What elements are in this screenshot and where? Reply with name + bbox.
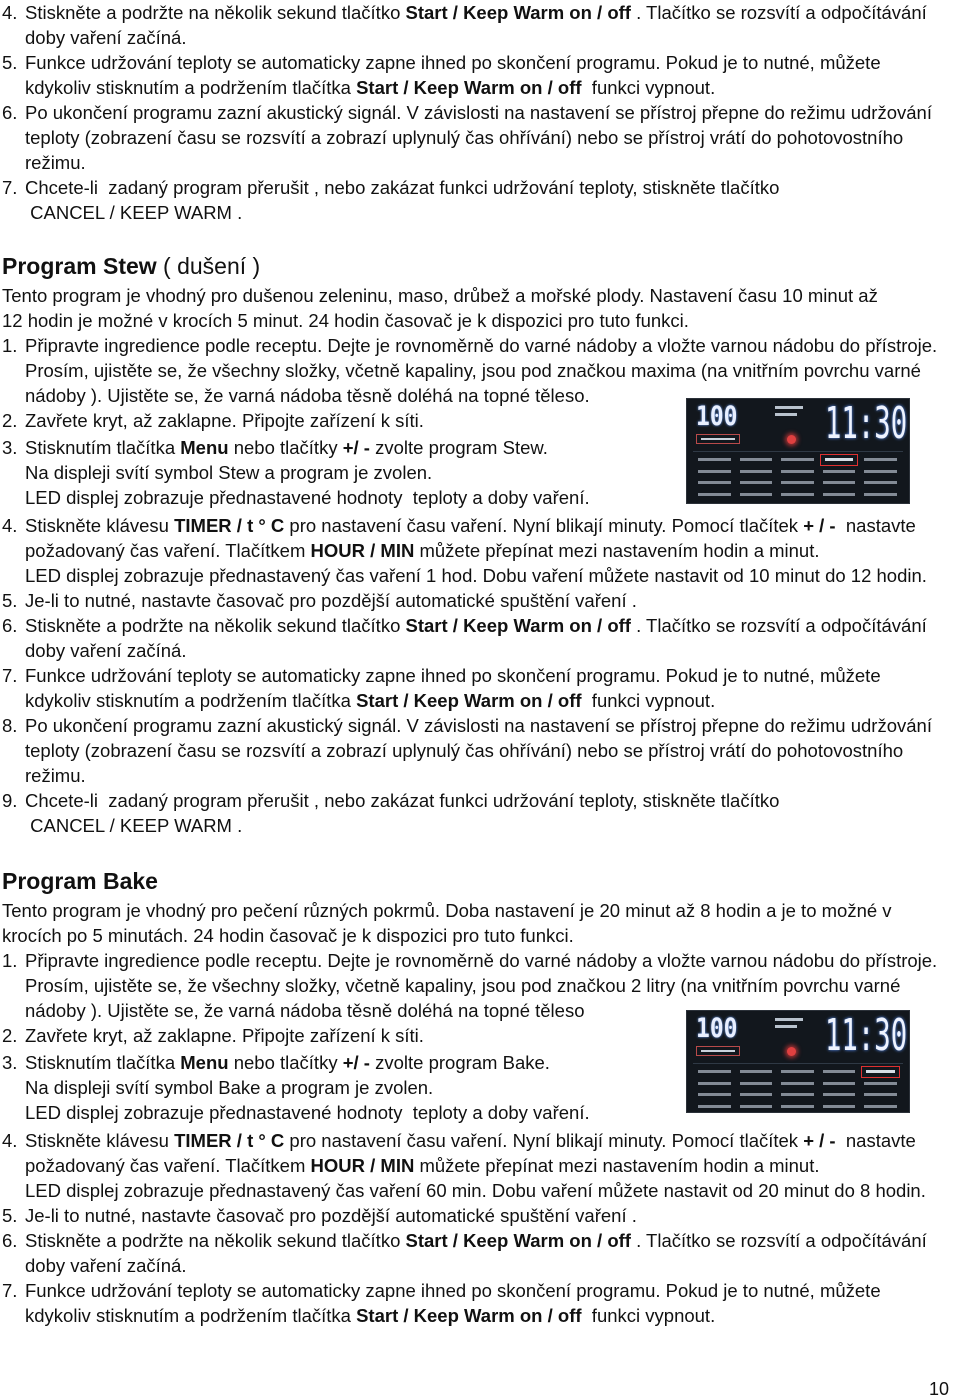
step-continuation-line xyxy=(0,638,958,663)
program-label-mark xyxy=(778,489,820,501)
program-label-mark xyxy=(695,1101,737,1113)
section-heading xyxy=(0,251,958,281)
bold-text: TIMER / t ° C xyxy=(174,1130,285,1151)
step-item xyxy=(0,663,958,713)
text-run: Stiskněte klávesu xyxy=(25,1130,175,1151)
continued-steps-list xyxy=(0,0,958,225)
heating-indicator-icon xyxy=(787,435,796,444)
program-menu-grid xyxy=(695,1066,903,1112)
text-run: Prosím, ujistěte se, že všechny složky, včetně kapaliny, jsou pod značkou maxima (na vnitřním povrchu varné xyxy=(25,360,921,381)
display-info-marks xyxy=(773,405,807,421)
program-label-mark xyxy=(861,489,903,501)
step-continuation-line xyxy=(0,25,958,50)
text-run: 12 hodin je možné v krocích 5 minut. 24 hodin časovač je k dispozici pro tuto funkci. xyxy=(2,310,689,331)
step-continuation-line xyxy=(0,150,958,175)
step-item xyxy=(0,333,958,408)
text-run: nastavte xyxy=(835,1130,916,1151)
step-continuation-line xyxy=(0,813,958,838)
bold-text: +/ - xyxy=(342,437,370,458)
step-item xyxy=(0,1128,958,1203)
step-first-line xyxy=(0,788,958,813)
bold-text: HOUR / MIN xyxy=(310,1155,415,1176)
text-run: LED displej zobrazuje přednastavené hodnoty teploty a doby vaření. xyxy=(25,1102,590,1123)
step-item xyxy=(0,50,958,100)
step-continuation-line xyxy=(0,1178,958,1203)
step-item xyxy=(0,100,958,175)
text-run: ( dušení ) xyxy=(156,253,261,279)
text-run: Je-li to nutné, nastavte časovač pro pozdější automatické spuštění vaření . xyxy=(25,1205,637,1226)
program-label-mark xyxy=(861,454,903,466)
text-run: LED displej zobrazuje přednastavený čas vaření 60 min. Dobu vaření můžete nastavit od 20 minut do 8 hodin. xyxy=(25,1180,926,1201)
program-label-mark xyxy=(737,1101,779,1113)
bold-text: Start / Keep Warm on / off xyxy=(405,1230,631,1251)
step-number: 7. xyxy=(2,177,18,198)
step-first-line xyxy=(0,713,958,738)
step-first-line xyxy=(0,1278,958,1303)
step-first-line xyxy=(0,100,958,125)
program-label-mark xyxy=(695,454,737,466)
keep-warm-indicator xyxy=(696,434,740,444)
text-run: Chcete-li zadaný program přerušit , nebo zakázat funkci udržování teploty, stiskněte tlačítko xyxy=(25,790,780,811)
program-label-mark xyxy=(695,1078,737,1090)
program-label-mark xyxy=(737,1089,779,1101)
step-item xyxy=(0,1228,958,1278)
text-run: režimu. xyxy=(25,152,86,173)
program-label-mark xyxy=(695,1066,737,1078)
program-menu-grid xyxy=(695,454,903,500)
text-run: Funkce udržování teploty se automaticky zapne ihned po skončení programu. Pokud je to nutné, můžete xyxy=(25,665,881,686)
bold-text: Start / Keep Warm on / off xyxy=(405,615,631,636)
bold-text: Program Stew xyxy=(2,253,157,279)
program-label-mark xyxy=(820,466,862,478)
display-temperature: 100 xyxy=(696,1013,738,1044)
selected-program-highlight xyxy=(820,454,859,466)
step-continuation-line xyxy=(0,563,958,588)
program-label-mark xyxy=(820,1066,862,1078)
text-run: doby vaření začíná. xyxy=(25,1255,187,1276)
bold-text: Start / Keep Warm on / off xyxy=(356,77,582,98)
program-label-mark xyxy=(820,489,862,501)
step-number: 6. xyxy=(2,615,18,636)
text-run: LED displej zobrazuje přednastavený čas vaření 1 hod. Dobu vaření můžete nastavit od 10 minut do 12 hodin. xyxy=(25,565,927,586)
program-label-mark xyxy=(861,466,903,478)
bold-text: +/ - xyxy=(342,1052,370,1073)
step-first-line xyxy=(0,1128,958,1153)
text-run: LED displej zobrazuje přednastavené hodnoty teploty a doby vaření. xyxy=(25,487,590,508)
step-first-line xyxy=(0,333,958,358)
program-label-mark xyxy=(695,466,737,478)
step-continuation-line xyxy=(0,125,958,150)
text-run: nádoby ). Ujistěte se, že varná nádoba těsně doléhá na topné těleso. xyxy=(25,385,590,406)
step-number: 3. xyxy=(2,1052,18,1073)
bold-text: HOUR / MIN xyxy=(310,540,415,561)
display-info-marks xyxy=(773,1017,807,1033)
program-label-mark xyxy=(861,1089,903,1101)
step-item xyxy=(0,788,958,838)
step-item xyxy=(0,175,958,225)
bold-text: Start / Keep Warm on / off xyxy=(356,1305,582,1326)
text-run: můžete přepínat mezi nastavením hodin a minut. xyxy=(414,540,820,561)
text-run: krocích po 5 minutách. 24 hodin časovač je k dispozici pro tuto funkci. xyxy=(2,925,574,946)
step-number: 2. xyxy=(2,1025,18,1046)
text-run: zvolte program Stew. xyxy=(369,437,548,458)
step-continuation-line xyxy=(0,1303,958,1328)
step-number: 8. xyxy=(2,715,18,736)
text-run: požadovaný čas vaření. Tlačítkem xyxy=(25,540,311,561)
text-run: . Tlačítko se rozsvítí a odpočítávání xyxy=(630,1230,927,1251)
text-run: Tento program je vhodný pro dušenou zeleninu, maso, drůbež a mořské plody. Nastavení času 10 minut až xyxy=(2,285,878,306)
program-label-mark xyxy=(737,466,779,478)
step-item xyxy=(0,588,958,613)
section-intro-line xyxy=(0,898,958,923)
step-number: 6. xyxy=(2,1230,18,1251)
display-time: 11:30 xyxy=(825,398,908,449)
page-number: 10 xyxy=(929,1379,950,1399)
step-first-line xyxy=(0,663,958,688)
text-run: funkci vypnout. xyxy=(581,77,716,98)
text-run: CANCEL / KEEP WARM . xyxy=(25,202,243,223)
bold-text: Start / Keep Warm on / off xyxy=(356,690,582,711)
section-steps-list xyxy=(0,948,958,1328)
bold-text: + / - xyxy=(803,515,836,536)
text-run: kdykoliv stisknutím a podržením tlačítka xyxy=(25,77,357,98)
text-run: Je-li to nutné, nastavte časovač pro pozdější automatické spuštění vaření . xyxy=(25,590,637,611)
text-run: pro nastavení času vaření. Nyní blikají minuty. Pomocí tlačítek xyxy=(284,1130,804,1151)
step-first-line xyxy=(0,0,958,25)
text-run: požadovaný čas vaření. Tlačítkem xyxy=(25,1155,311,1176)
step-first-line xyxy=(0,588,958,613)
program-label-mark xyxy=(820,1078,862,1090)
text-run: Zavřete kryt, až zaklapne. Připojte zařízení k síti. xyxy=(25,1025,424,1046)
step-number: 3. xyxy=(2,437,18,458)
stew-led-display-image xyxy=(686,398,910,504)
step-item xyxy=(0,613,958,663)
bold-text: Start / Keep Warm on / off xyxy=(405,2,631,23)
text-run: Funkce udržování teploty se automaticky zapne ihned po skončení programu. Pokud je to nutné, můžete xyxy=(25,52,881,73)
program-label-mark xyxy=(778,477,820,489)
bold-text: TIMER / t ° C xyxy=(174,515,285,536)
section-intro-line xyxy=(0,283,958,308)
program-label-mark xyxy=(820,477,862,489)
text-run: teploty (zobrazení času se rozsvítí a zobrazí uplynulý čas ohřívání) nebo se přístroj vrátí do pohotovostního xyxy=(25,740,904,761)
text-run: Na displeji svítí symbol Bake a program je zvolen. xyxy=(25,1077,434,1098)
display-divider xyxy=(693,451,903,452)
text-run: funkci vypnout. xyxy=(581,690,716,711)
text-run: Stiskněte a podržte na několik sekund tlačítko xyxy=(25,615,406,636)
text-run: můžete přepínat mezi nastavením hodin a minut. xyxy=(414,1155,820,1176)
step-number: 5. xyxy=(2,52,18,73)
step-first-line xyxy=(0,1203,958,1228)
text-run: Po ukončení programu zazní akustický signál. V závislosti na nastavení se přístroj přepne do režimu udržování xyxy=(25,715,932,736)
text-run: CANCEL / KEEP WARM . xyxy=(25,815,243,836)
step-item xyxy=(0,1278,958,1328)
program-label-mark xyxy=(861,477,903,489)
step-item xyxy=(0,713,958,788)
step-number: 4. xyxy=(2,1130,18,1151)
text-run: Stiskněte a podržte na několik sekund tlačítko xyxy=(25,1230,406,1251)
program-label-mark xyxy=(695,489,737,501)
step-first-line xyxy=(0,50,958,75)
text-run: Tento program je vhodný pro pečení různých pokrmů. Doba nastavení je 20 minut až 8 hodin a je to možné v xyxy=(2,900,892,921)
step-item xyxy=(0,513,958,588)
program-label-mark xyxy=(737,454,779,466)
program-label-mark xyxy=(820,1089,862,1101)
text-run: nádoby ). Ujistěte se, že varná nádoba těsně doléhá na topné těleso xyxy=(25,1000,585,1021)
program-label-mark xyxy=(695,477,737,489)
step-continuation-line xyxy=(0,973,958,998)
selected-program-highlight xyxy=(861,1066,900,1078)
step-number: 7. xyxy=(2,1280,18,1301)
text-run: Funkce udržování teploty se automaticky zapne ihned po skončení programu. Pokud je to nutné, můžete xyxy=(25,1280,881,1301)
section-heading xyxy=(0,866,958,896)
bold-text: Menu xyxy=(180,1052,229,1073)
text-run: . Tlačítko se rozsvítí a odpočítávání xyxy=(630,2,927,23)
text-run: Připravte ingredience podle receptu. Dejte je rovnoměrně do varné nádoby a vložte varnou nádobu do přístroje. xyxy=(25,950,938,971)
step-number: 2. xyxy=(2,410,18,431)
program-label-mark xyxy=(737,477,779,489)
bold-text: + / - xyxy=(803,1130,836,1151)
step-first-line xyxy=(0,613,958,638)
text-run: doby vaření začíná. xyxy=(25,640,187,661)
program-label-mark xyxy=(861,1078,903,1090)
display-temperature: 100 xyxy=(696,401,738,432)
step-continuation-line xyxy=(0,1153,958,1178)
step-number: 5. xyxy=(2,1205,18,1226)
step-continuation-line xyxy=(0,688,958,713)
program-label-mark xyxy=(778,454,820,466)
step-first-line xyxy=(0,1228,958,1253)
text-run: Stiskněte a podržte na několik sekund tlačítko xyxy=(25,2,406,23)
program-label-mark xyxy=(778,466,820,478)
step-number: 6. xyxy=(2,102,18,123)
text-run: funkci vypnout. xyxy=(581,1305,716,1326)
step-continuation-line xyxy=(0,75,958,100)
step-number: 4. xyxy=(2,515,18,536)
step-first-line xyxy=(0,513,958,538)
text-run: režimu. xyxy=(25,765,86,786)
display-time: 11:30 xyxy=(825,1010,908,1061)
text-run: Stiskněte klávesu xyxy=(25,515,175,536)
keep-warm-indicator xyxy=(696,1046,740,1056)
step-item xyxy=(0,1203,958,1228)
step-item xyxy=(0,0,958,50)
step-continuation-line xyxy=(0,763,958,788)
text-run: . Tlačítko se rozsvítí a odpočítávání xyxy=(630,615,927,636)
program-label-mark xyxy=(778,1101,820,1113)
section-intro-line xyxy=(0,923,958,948)
text-run: doby vaření začíná. xyxy=(25,27,187,48)
text-run: nastavte xyxy=(835,515,916,536)
program-label-mark xyxy=(737,1066,779,1078)
text-run: pro nastavení času vaření. Nyní blikají minuty. Pomocí tlačítek xyxy=(284,515,804,536)
text-run: kdykoliv stisknutím a podržením tlačítka xyxy=(25,1305,357,1326)
program-label-mark xyxy=(861,1101,903,1113)
text-run: zvolte program Bake. xyxy=(369,1052,550,1073)
program-label-mark xyxy=(820,1101,862,1113)
step-first-line xyxy=(0,175,958,200)
step-number: 9. xyxy=(2,790,18,811)
step-continuation-line xyxy=(0,538,958,563)
display-divider xyxy=(693,1063,903,1064)
text-run: Stisknutím tlačítka xyxy=(25,437,181,458)
program-label-mark xyxy=(778,1078,820,1090)
bake-led-display-image xyxy=(686,1010,910,1113)
step-number: 7. xyxy=(2,665,18,686)
program-label-mark xyxy=(778,1089,820,1101)
program-label-mark xyxy=(778,1066,820,1078)
step-number: 1. xyxy=(2,335,18,356)
text-run: Prosím, ujistěte se, že všechny složky, včetně kapaliny, jsou pod značkou 2 litry (na vnitřním povrchu varné xyxy=(25,975,901,996)
section-intro-line xyxy=(0,308,958,333)
text-run: Zavřete kryt, až zaklapne. Připojte zařízení k síti. xyxy=(25,410,424,431)
bold-text: Program Bake xyxy=(2,868,158,894)
program-label-mark xyxy=(737,489,779,501)
text-run: Chcete-li zadaný program přerušit , nebo zakázat funkci udržování teploty, stiskněte tlačítko xyxy=(25,177,780,198)
step-continuation-line xyxy=(0,1253,958,1278)
text-run: Na displeji svítí symbol Stew a program je zvolen. xyxy=(25,462,433,483)
text-run: teploty (zobrazení času se rozsvítí a zobrazí uplynulý čas ohřívání) nebo se přístroj vrátí do pohotovostního xyxy=(25,127,904,148)
program-label-mark xyxy=(737,1078,779,1090)
text-run: nebo tlačítky xyxy=(228,1052,343,1073)
program-label-mark xyxy=(695,1089,737,1101)
step-first-line xyxy=(0,948,958,973)
heating-indicator-icon xyxy=(787,1047,796,1056)
text-run: Stisknutím tlačítka xyxy=(25,1052,181,1073)
step-continuation-line xyxy=(0,200,958,225)
bold-text: Menu xyxy=(180,437,229,458)
text-run: kdykoliv stisknutím a podržením tlačítka xyxy=(25,690,357,711)
text-run: Po ukončení programu zazní akustický signál. V závislosti na nastavení se přístroj přepne do režimu udržování xyxy=(25,102,932,123)
step-continuation-line xyxy=(0,358,958,383)
text-run: nebo tlačítky xyxy=(228,437,343,458)
step-continuation-line xyxy=(0,738,958,763)
step-number: 4. xyxy=(2,2,18,23)
text-run: Připravte ingredience podle receptu. Dejte je rovnoměrně do varné nádoby a vložte varnou nádobu do přístroje. xyxy=(25,335,938,356)
step-number: 5. xyxy=(2,590,18,611)
step-number: 1. xyxy=(2,950,18,971)
program-section xyxy=(0,251,958,838)
